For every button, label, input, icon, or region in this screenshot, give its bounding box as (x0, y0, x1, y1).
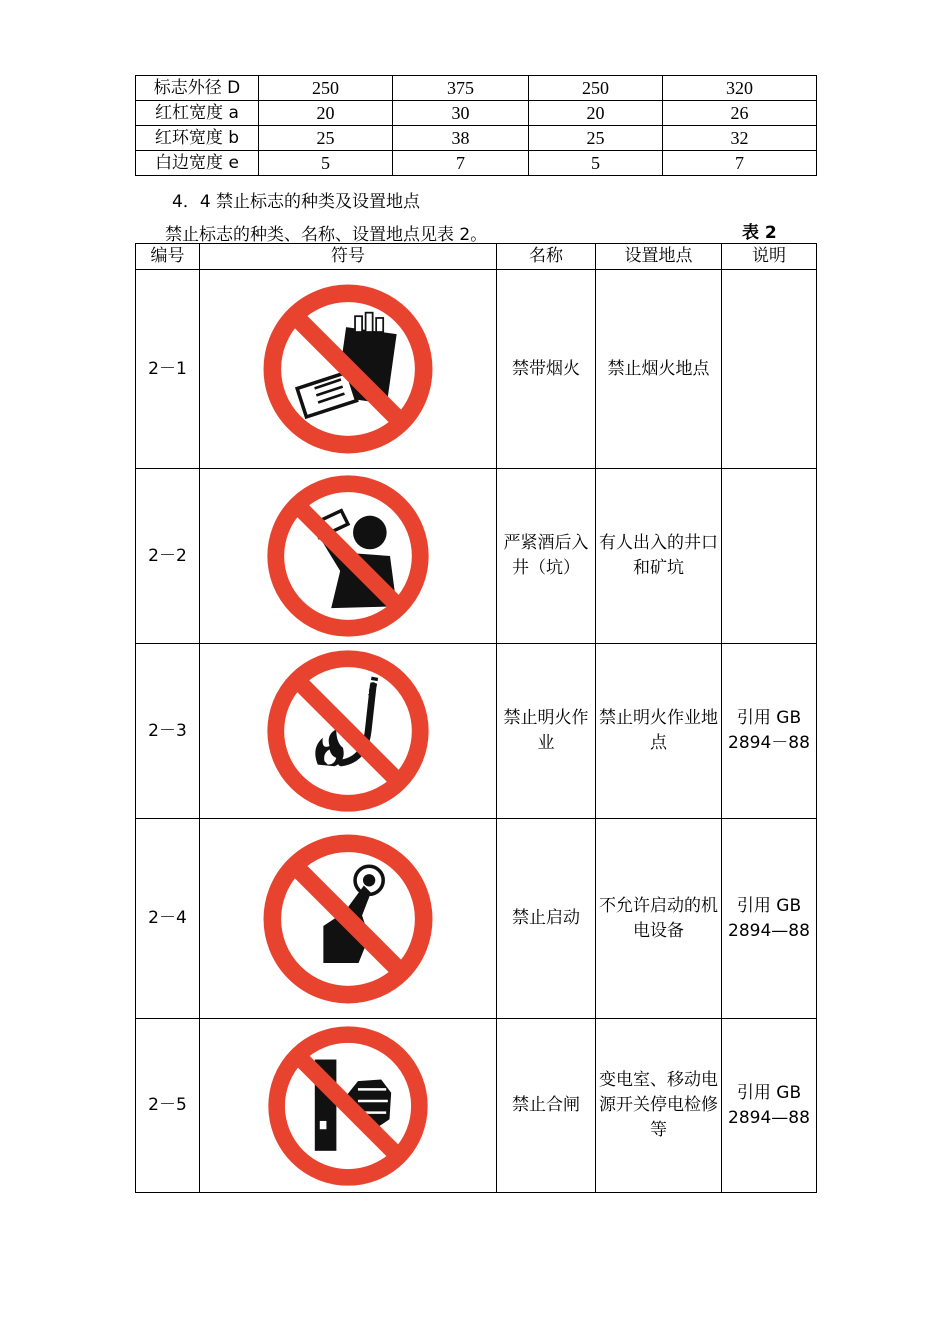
sign-note: 引用 GB 2894－88 (722, 644, 817, 819)
sign-location: 禁止烟火地点 (596, 270, 722, 469)
cell-value: 5 (259, 151, 393, 176)
cell-value: 26 (663, 101, 817, 126)
header-cell-name: 名称 (497, 244, 596, 270)
row-label: 白边宽度 e (136, 151, 259, 176)
table-row (136, 819, 817, 1019)
sign-name: 严紧酒后入井（坑） (497, 469, 596, 644)
sign-symbol-cell (200, 469, 497, 644)
sign-number: 2－3 (136, 644, 200, 819)
cell-value: 25 (529, 126, 663, 151)
sign-location: 禁止明火作业地点 (596, 644, 722, 819)
cell-value: 32 (663, 126, 817, 151)
table-row (136, 101, 817, 126)
cell-value: 30 (393, 101, 529, 126)
sign-symbol-cell (200, 270, 497, 469)
sign-note (722, 469, 817, 644)
no-carrying-fire-sign-icon (260, 281, 436, 457)
table-row (136, 76, 817, 101)
header-cell-symbol: 符号 (200, 244, 497, 270)
sign-number: 2－4 (136, 819, 200, 1019)
table-header-row (136, 244, 817, 270)
sign-name: 禁止合闸 (497, 1019, 596, 1193)
sign-location: 有人出入的井口和矿坑 (596, 469, 722, 644)
cell-value: 25 (259, 126, 393, 151)
header-cell-number: 编号 (136, 244, 200, 270)
table-row (136, 469, 817, 644)
prohibition-signs-table (135, 243, 817, 1193)
row-label: 标志外径 D (136, 76, 259, 101)
table-row (136, 126, 817, 151)
sign-name: 禁止启动 (497, 819, 596, 1019)
cell-value: 320 (663, 76, 817, 101)
cell-value: 250 (529, 76, 663, 101)
table-row (136, 151, 817, 176)
sign-location: 变电室、移动电源开关停电检修等 (596, 1019, 722, 1193)
row-label: 红杠宽度 a (136, 101, 259, 126)
sign-symbol-cell (200, 644, 497, 819)
sign-dimension-table (135, 75, 817, 176)
no-starting-sign-icon (260, 831, 436, 1007)
sign-symbol-cell (200, 1019, 497, 1193)
sign-location: 不允许启动的机电设备 (596, 819, 722, 1019)
cell-value: 20 (529, 101, 663, 126)
cell-value: 375 (393, 76, 529, 101)
no-drinking-before-entry-sign-icon (264, 472, 432, 640)
section-heading: 4．4 禁止标志的种类及设置地点 (172, 192, 421, 212)
no-open-flame-work-sign-icon (264, 647, 432, 815)
cell-value: 250 (259, 76, 393, 101)
sign-note: 引用 GB 2894—88 (722, 819, 817, 1019)
cell-value: 7 (663, 151, 817, 176)
sign-symbol-cell (200, 819, 497, 1019)
cell-value: 20 (259, 101, 393, 126)
table-label: 表 2 (742, 223, 777, 243)
sign-note (722, 270, 817, 469)
table-row (136, 1019, 817, 1193)
header-cell-location: 设置地点 (596, 244, 722, 270)
table-row (136, 270, 817, 469)
header-cell-note: 说明 (722, 244, 817, 270)
no-switching-on-sign-icon (265, 1023, 431, 1189)
sign-number: 2－5 (136, 1019, 200, 1193)
row-label: 红环宽度 b (136, 126, 259, 151)
sign-number: 2－2 (136, 469, 200, 644)
intro-paragraph: 禁止标志的种类、名称、设置地点见表 2。 (165, 225, 488, 245)
table-row (136, 644, 817, 819)
sign-note: 引用 GB 2894—88 (722, 1019, 817, 1193)
cell-value: 38 (393, 126, 529, 151)
sign-number: 2－1 (136, 270, 200, 469)
cell-value: 7 (393, 151, 529, 176)
sign-name: 禁带烟火 (497, 270, 596, 469)
sign-name: 禁止明火作业 (497, 644, 596, 819)
cell-value: 5 (529, 151, 663, 176)
